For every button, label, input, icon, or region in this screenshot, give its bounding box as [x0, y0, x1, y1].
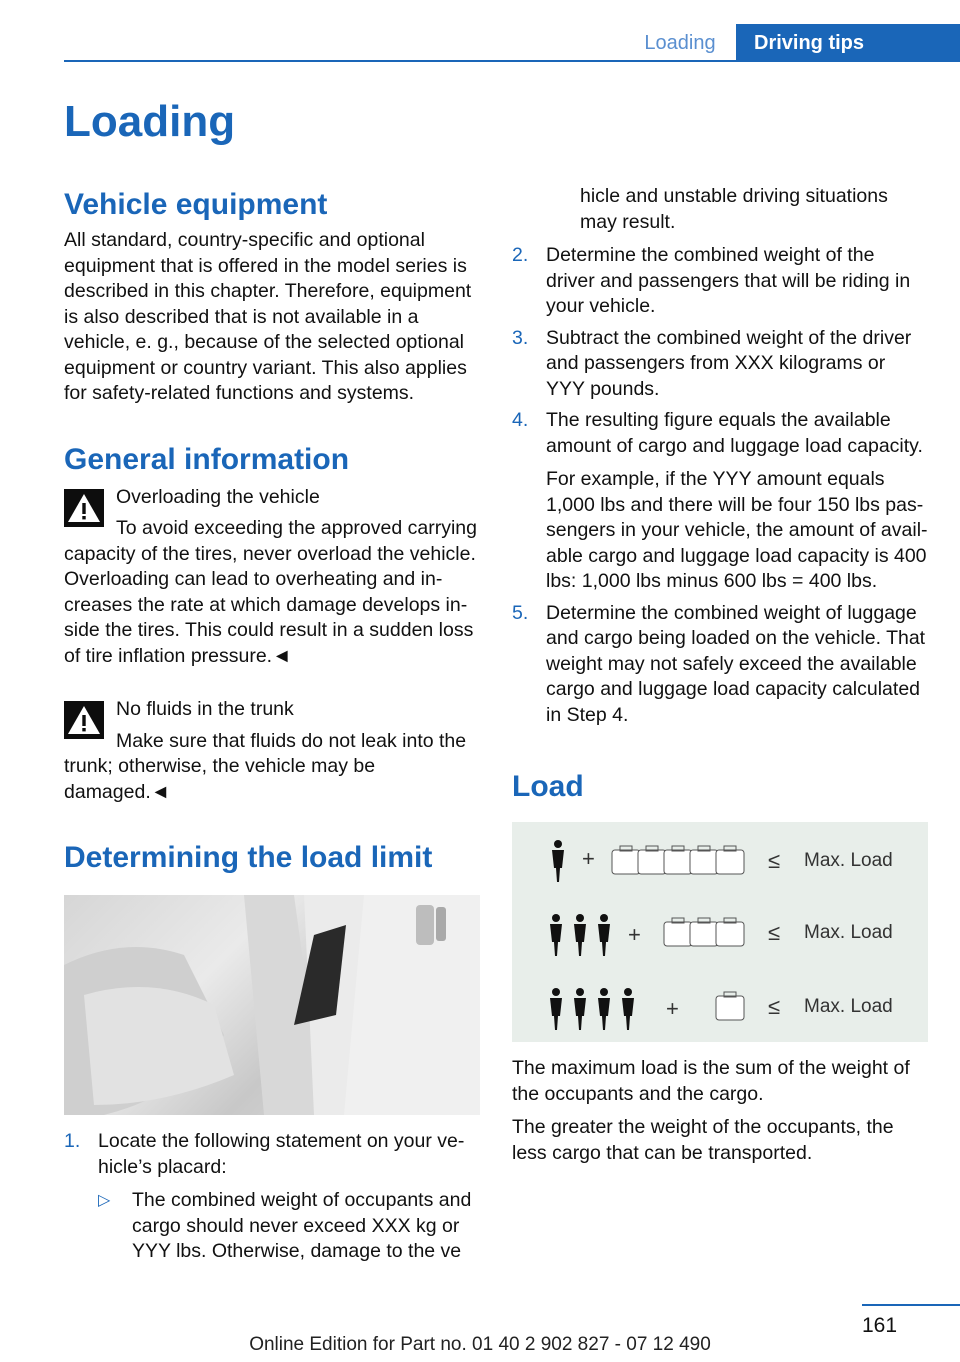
load-limit-heading: Determining the load limit	[64, 841, 433, 874]
step-number: 2.	[512, 244, 529, 266]
warning-triangle-icon	[64, 701, 104, 739]
step-text: Subtract the combined weight of the driver and passengers from XXX kilograms or YYY pounds.	[546, 326, 912, 400]
luggage-icon	[716, 846, 744, 874]
footer-rule	[862, 1304, 960, 1306]
luggage-icon	[664, 846, 692, 874]
plus-sign: +	[666, 996, 679, 1021]
leq-sign: ≤	[768, 994, 781, 1019]
luggage-icon	[716, 992, 744, 1020]
list-item	[512, 326, 928, 403]
person-icon	[622, 988, 634, 1030]
step-text: Determine the combined weight of the driver and passengers that will be riding in your vehicle.	[546, 244, 911, 317]
load-limit-steps	[64, 1129, 480, 1265]
right-column	[512, 184, 928, 1166]
page-number: 161	[862, 1314, 898, 1337]
person-icon	[574, 914, 586, 956]
vehicle-equipment-text: All standard, country-specific and optional equipment that is offered in the model series is described in this chapter. Therefore, equipment is also described that is not available in a vehicle, e. g., because of the selected optional equipment or country variant. This also applies for safety-related functions and systems.	[64, 229, 472, 404]
luggage-icon	[638, 846, 666, 874]
leq-sign: ≤	[768, 920, 781, 945]
header-section-tab[interactable]: Loading	[644, 32, 716, 54]
footer-edition: Online Edition for Part no. 01 40 2 902 827 - 07 12 490	[249, 1334, 711, 1355]
max-load-figure	[512, 822, 928, 1042]
luggage-icon	[664, 918, 692, 946]
step-example: For example, if the YYY amount equals 1,000 lbs and there will be four 150 lbs passengers in your vehicle, the amount of available cargo and luggage load capacity is 400 lbs: 1,000 lbs minus 600 lbs = 400 lbs.	[546, 468, 928, 592]
person-icon	[552, 840, 564, 882]
person-icon	[598, 914, 610, 956]
person-icon	[598, 988, 610, 1030]
luggage-icon	[690, 846, 718, 874]
luggage-icon	[690, 918, 718, 946]
load-limit-steps-continued	[512, 243, 928, 728]
warning-text: To avoid exceeding the approved carrying capacity of the tires, never overload the vehicle. Overloading can lead to overheating and increases the rate at which damage develops inside the tires. This could result in a sudden loss of tire inflation pressure.◄	[64, 517, 477, 667]
header-chapter-tab[interactable]: Driving tips	[736, 24, 960, 62]
step-text: Locate the following statement on your vehicle’s placard:	[98, 1130, 465, 1178]
sub-bullet-continuation: hicle and unstable driving situations may result.	[580, 185, 888, 233]
warning-text: Make sure that fluids do not leak into the trunk; otherwise, the vehicle may be damaged.◄	[64, 729, 467, 803]
list-item	[64, 1129, 480, 1265]
list-item	[512, 408, 928, 595]
warning-fluids	[64, 697, 480, 723]
sub-bullet-text: The combined weight of occupants and cargo should never exceed XXX kg or YYY lbs. Otherwise, damage to the ve	[132, 1189, 472, 1262]
list-item	[512, 243, 928, 320]
load-text-2: The greater the weight of the occupants, the less cargo that can be transported.	[512, 1116, 894, 1164]
warning-title: Overloading the vehicle	[116, 485, 320, 508]
person-icon	[550, 988, 562, 1030]
triangle-bullet-icon: ▷	[98, 1192, 111, 1209]
load-heading: Load	[512, 770, 584, 803]
warning-overloading	[64, 485, 480, 511]
step-number: 5.	[512, 601, 529, 624]
step-number: 4.	[512, 409, 529, 431]
luggage-icon	[612, 846, 640, 874]
step-text: The resulting figure equals the available amount of cargo and luggage load capacity.	[546, 409, 923, 457]
warning-title: No fluids in the trunk	[116, 698, 294, 720]
warning-triangle-icon	[64, 489, 104, 527]
plus-sign: +	[628, 922, 641, 947]
header-rule	[64, 60, 960, 62]
list-item	[512, 601, 928, 729]
plus-sign: +	[582, 846, 595, 871]
max-load-label: Max. Load	[804, 922, 893, 943]
step-number: 3.	[512, 326, 529, 349]
left-column	[64, 96, 480, 1271]
luggage-icon	[716, 918, 744, 946]
person-icon	[574, 988, 586, 1030]
seat-placard-photo	[64, 895, 480, 1115]
max-load-label: Max. Load	[804, 996, 893, 1017]
general-information-heading: General information	[64, 442, 350, 476]
max-load-label: Max. Load	[804, 850, 893, 871]
person-icon	[550, 914, 562, 956]
step-number: 1.	[64, 1130, 81, 1152]
load-text-1: The maximum load is the sum of the weight of the occupants and the cargo.	[512, 1057, 910, 1105]
sub-bullet	[98, 1188, 480, 1265]
leq-sign: ≤	[768, 848, 781, 873]
vehicle-equipment-heading: Vehicle equipment	[64, 188, 328, 221]
page-title: Loading	[64, 97, 236, 146]
step-text: Determine the combined weight of luggage and cargo being loaded on the vehicle. That weight may not safely exceed the available cargo and luggage load capacity calculated in Step 4.	[546, 601, 926, 726]
